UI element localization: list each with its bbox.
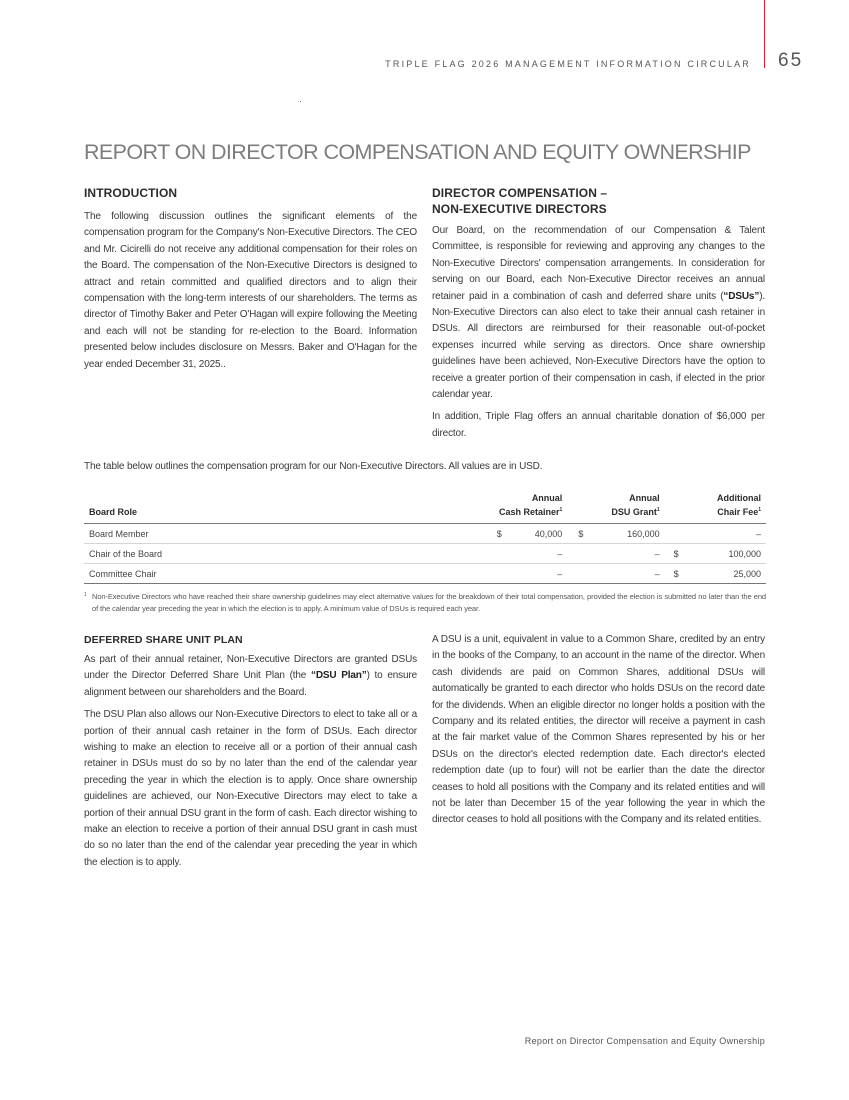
currency-sign [578, 544, 590, 564]
running-header: TRIPLE FLAG 2026 MANAGEMENT INFORMATION CIRCULAR [385, 59, 751, 69]
cash-retainer-value: 40,000 [509, 524, 579, 544]
cash-retainer-value: – [509, 544, 579, 564]
currency-sign [660, 524, 679, 544]
chair-fee-value: 100,000 [679, 544, 766, 564]
dsu-grant-value: – [590, 544, 659, 564]
dsu-plan-paragraph-3: A DSU is a unit, equivalent in value to a Common Share, credited by an entry in the books of the Company, to an account in the name of the director. When cash dividends are paid on Common Shares, additional DSUs will automatically be granted to each director who holds DSUs on the record date for the dividends. When an eligible director no longer holds a position with the Company and its related entities, the director will receive a payment in cash at the fair market value of the Common Shares represented by his or her DSUs on the director's elected redemption date. Each director's elected redemption date (up to four) will not be earlier than the date the director ceases to hold all positions with the Company and its related entities and will not be later than December 15 of the year following the year in which the director ceases to hold all positions with the Company and its related entities. [432, 634, 765, 826]
text-run: ). Non-Executive Directors can also elect to take their annual cash retainer in DSUs. All directors are reimbursed for their reasonable out-of-pocket expenses incurred while serving as directors. Once share ownership guidelines have been achieved, Non-Executive Directors have the option to receive a greater portion of their compensation in cash, if elected in the prior calendar year. [432, 290, 765, 401]
text-run: ) to ensure alignment between our shareholders and the Board. [84, 670, 418, 698]
footnote-marker: 1 [758, 507, 761, 513]
heading-line-2: NON-EXECUTIVE DIRECTORS [432, 202, 607, 216]
currency-sign: $ [660, 544, 679, 564]
page-title: REPORT ON DIRECTOR COMPENSATION AND EQUITY OWNERSHIP [84, 140, 751, 164]
introduction-heading: INTRODUCTION [84, 186, 178, 200]
dsu-plan-heading: DEFERRED SHARE UNIT PLAN [84, 634, 243, 646]
chair-fee-value: 25,000 [679, 564, 766, 584]
director-compensation-section [432, 185, 765, 442]
dsu-plan-paragraph-1 [84, 652, 417, 701]
currency-sign: $ [497, 524, 509, 544]
heading-line-1: DIRECTOR COMPENSATION – [432, 186, 608, 200]
text-run: Our Board, on the recommendation of our Compensation & Talent Committee, is responsible for reviewing and approving any changes to the Non-Executive Directors' compensation arrangements. In consideration for serving on our Board, each Non-Executive Director receives an annual retainer paid in a combination of cash and deferred share units ( [432, 225, 765, 302]
table-row [84, 564, 766, 584]
director-compensation-paragraph-2: In addition, Triple Flag offers an annual charitable donation of $6,000 per director. [432, 411, 765, 439]
footnote-marker: 1 [84, 592, 87, 598]
dsu-plan-paragraph-2: The DSU Plan also allows our Non-Executive Directors to elect to take all or a portion of their annual cash retainer in the form of DSUs. Each director wishing to make an election to receive all or a portion of their annual cash retainer in DSUs must do so by no later than the end of the calendar year preceding the year in which the election is to apply. Once share ownership guidelines are achieved, our Non-Executive Directors may elect to take a portion of their annual DSU grant in the form of cash. Each director wishing to make an election to receive a portion of their annual DSU grant in cash must do so no later than the end of the calendar year preceding the year in which the election is to apply. [84, 709, 417, 868]
footnote-marker: 1 [656, 507, 660, 513]
currency-sign: $ [578, 524, 590, 544]
dsu-grant-value: 160,000 [590, 524, 659, 544]
table-intro: The table below outlines the compensation program for our Non-Executive Directors. All values are in USD. [84, 461, 543, 472]
header-chair-fee: Additional Chair Fee$^1$ [660, 489, 766, 524]
director-compensation-paragraph-1 [432, 223, 765, 403]
stray-dot [300, 101, 301, 102]
header-accent-rule [764, 0, 765, 68]
currency-sign [497, 544, 509, 564]
compensation-table [84, 489, 766, 584]
table-header-row [84, 489, 766, 524]
header-board-role: Board Role [84, 489, 497, 524]
cash-retainer-value: – [509, 564, 579, 584]
dsus-term: “DSUs” [723, 290, 760, 302]
row-role: Board Member [84, 524, 497, 544]
table-footnote [84, 591, 766, 615]
footnote-marker: 1 [559, 507, 563, 513]
row-role: Committee Chair [84, 564, 497, 584]
page-footer: Report on Director Compensation and Equity Ownership [524, 1036, 765, 1046]
dsu-grant-value: – [590, 564, 659, 584]
footnote-text: Non-Executive Directors who have reached their share ownership guidelines may elect alternative values for the breakdown of their total compensation, provided the election is submitted no later than the end of the calendar year preceding the year in which the election is to apply. A minimum value of DSUs is required each year. [92, 592, 766, 613]
dsu-plan-right-column [432, 632, 765, 829]
introduction-paragraph: The following discussion outlines the significant elements of the compensation program for the Company's Non-Executive Directors. The CEO and Mr. Cicirelli do not receive any additional compensation for their roles on the Board. The compensation of the Non-Executive Directors is designed to attract and retain committed and qualified directors and to align their compensation with the long-term interests of our shareholders. The terms as director of Timothy Baker and Peter O'Hagan will expire following the Meeting and each will not be standing for re-election to the Board. Information presented below includes disclosure on Messrs. Baker and O'Hagan for the year ended December 31, 2025.. [84, 211, 417, 370]
currency-sign [578, 564, 590, 584]
row-role: Chair of the Board [84, 544, 497, 564]
dsu-plan-section [84, 633, 417, 871]
header-dsu-grant: Annual DSU Grant$^1$ [578, 489, 659, 524]
currency-sign [497, 564, 509, 584]
text-run: As part of their annual retainer, Non-Executive Directors are granted DSUs under the Director Deferred Share Unit Plan (the [84, 654, 417, 682]
dsu-plan-term: “DSU Plan” [310, 670, 367, 682]
page-number: 65 [778, 50, 804, 71]
introduction-section [84, 185, 417, 373]
chair-fee-value: – [679, 524, 766, 544]
table-row [84, 524, 766, 544]
director-compensation-heading [432, 185, 765, 217]
header-cash-retainer: Annual Cash Retainer$^1$ [497, 489, 579, 524]
currency-sign: $ [660, 564, 679, 584]
table-row [84, 544, 766, 564]
